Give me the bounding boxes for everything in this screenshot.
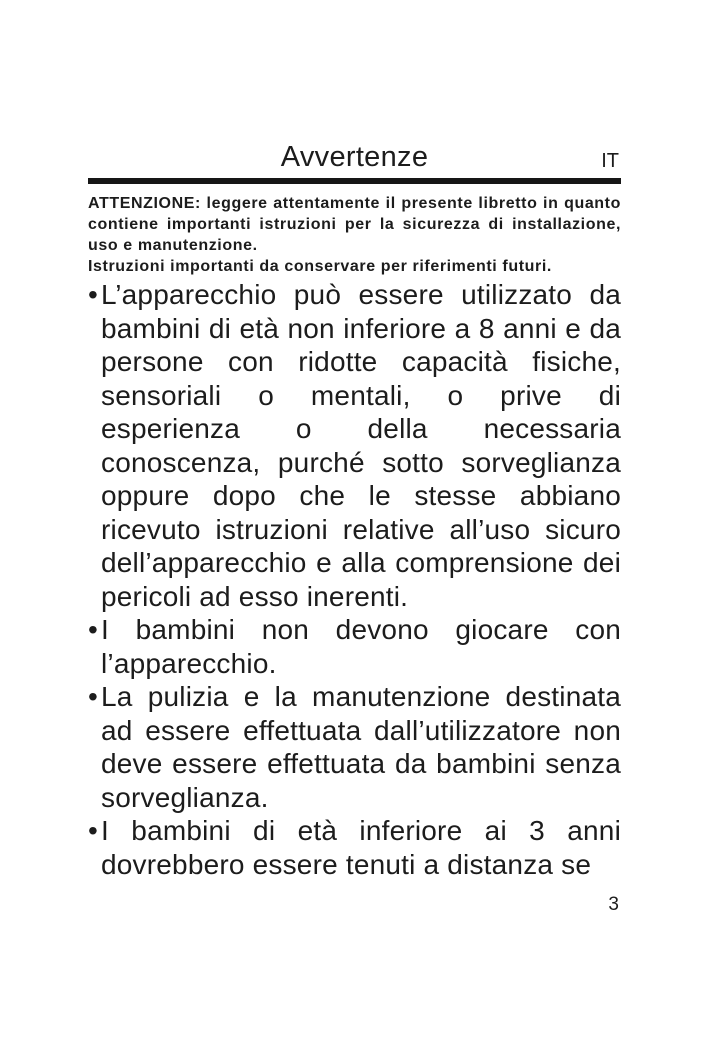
header-divider-rule <box>88 178 621 184</box>
bullet-text: La pulizia e la manutenzione destinata ad essere effettuata dall’utilizzatore non deve essere effettuata da bambini senza sorveglianza. <box>101 681 621 813</box>
keep-instructions-note: Istruzioni importanti da conservare per riferimenti futuri. <box>88 258 552 275</box>
bullet-item-cleaning-maintenance <box>88 680 621 814</box>
bullet-text: L’apparecchio può essere utilizzato da bambini di età non inferiore a 8 anni e da persone con ridotte capacità fisiche, sensoriali o mentali, o prive di esperienza o della necessaria conoscenza, purché sotto sorveglianza oppure dopo che le stesse abbiano ricevuto istruzioni relative all’uso sicuro dell’apparecchio e alla comprensione dei pericoli ad esso inerenti. <box>101 279 621 612</box>
language-badge: IT <box>601 150 619 172</box>
bullet-marker: • <box>88 614 99 645</box>
page-header <box>88 141 621 174</box>
bullet-item-appliance-use <box>88 278 621 613</box>
page-number: 3 <box>608 894 619 915</box>
bullet-item-children-under-3 <box>88 814 621 881</box>
bullet-item-children-play <box>88 613 621 680</box>
bullet-marker: • <box>88 279 99 310</box>
safety-bullet-list <box>88 278 621 881</box>
bullet-text: I bambini non devono giocare con l’apparecchio. <box>101 614 621 679</box>
bullet-marker: • <box>88 681 99 712</box>
manual-page <box>88 0 621 916</box>
intro-section <box>88 193 621 277</box>
page-title: Avvertenze <box>280 141 429 173</box>
bullet-marker: • <box>88 815 99 846</box>
bullet-text: I bambini di età inferiore ai 3 anni dovrebbero essere tenuti a distanza se <box>101 815 621 880</box>
attention-warning-paragraph: ATTENZIONE: leggere attentamente il presente libretto in quanto contiene importanti istruzioni per la sicurezza di installazione, uso e manutenzione. <box>88 195 621 254</box>
